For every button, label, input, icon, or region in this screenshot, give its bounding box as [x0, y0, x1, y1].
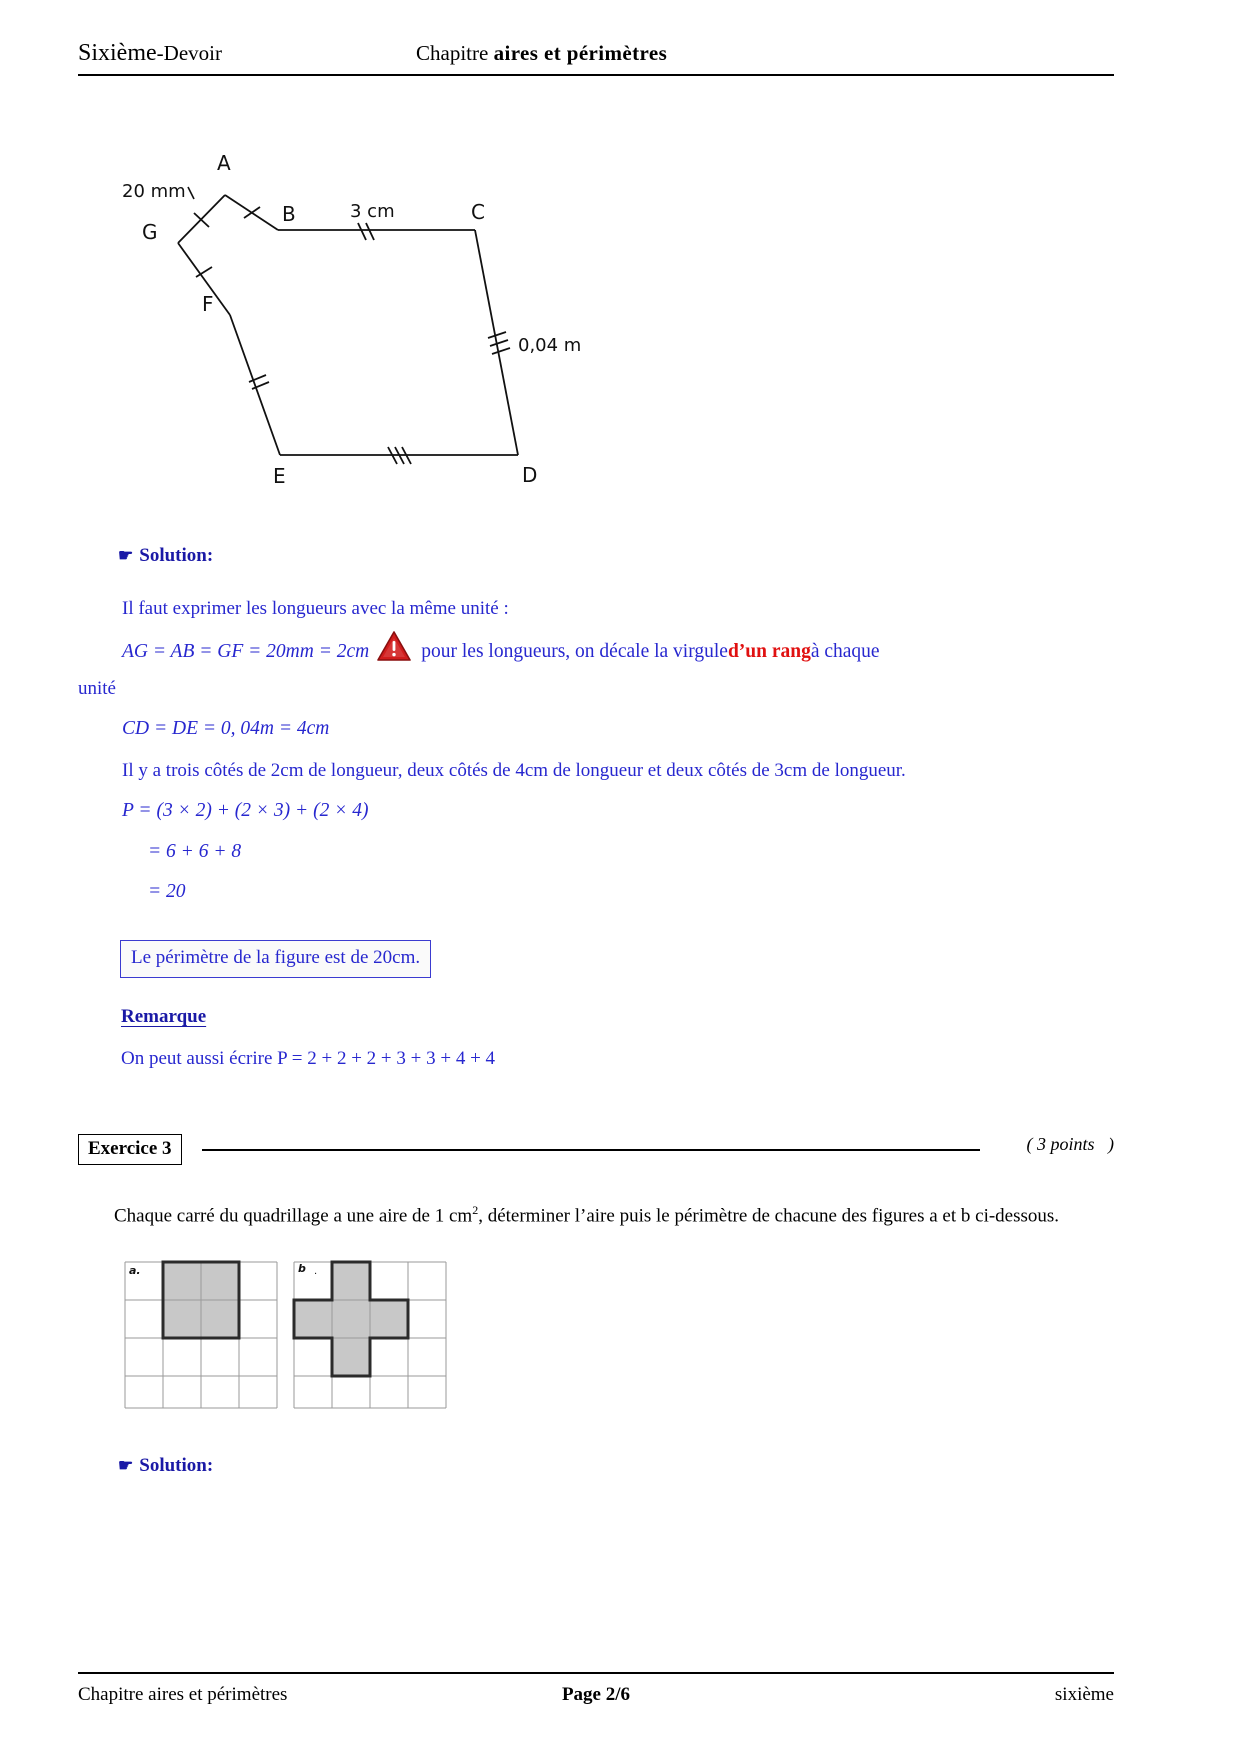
after-warning-text-2: à chaque — [810, 641, 880, 662]
figure-b-label-dot: . — [314, 1266, 318, 1277]
equation-cd: CD = DE = 0, 04m = 4cm — [122, 718, 330, 739]
tick-double-BC-1 — [358, 223, 366, 240]
length-label-3cm: 3 cm — [350, 201, 395, 222]
figure-a-label: a. — [129, 1264, 141, 1277]
after-warning-text-1: pour les longueurs, on décale la virgule — [421, 641, 728, 662]
result-box: Le périmètre de la figure est de 20cm. — [120, 940, 431, 978]
length-label-20mm: 20 mm — [122, 181, 186, 202]
segment-EF — [230, 315, 280, 455]
after-warning-red: d’un rang — [727, 641, 811, 662]
figure-b — [294, 1262, 446, 1408]
header-left — [78, 40, 408, 67]
pointing-hand-icon: ☛ — [118, 546, 134, 565]
remarque-text: On peut aussi écrire P = 2 + 2 + 2 + 3 + 3 + 4 + 4 — [121, 1048, 496, 1069]
tick-double-BC-2 — [366, 223, 374, 240]
vertex-label-A: A — [217, 151, 231, 175]
solution-label: Solution — [139, 545, 207, 566]
vertex-label-F: F — [202, 292, 214, 316]
exercice-3-statement — [78, 1188, 1114, 1238]
pointer-20mm — [188, 187, 194, 199]
header-doctype: -Devoir — [156, 41, 222, 65]
vertex-label-B: B — [282, 202, 296, 226]
vertex-label-E: E — [273, 464, 286, 488]
header-level: Sixième — [78, 40, 157, 66]
header-chapter-title: aires et périmètres — [493, 41, 668, 65]
warning-triangle-icon — [377, 631, 411, 667]
figure-b-label: b — [298, 1262, 306, 1275]
header-divider — [78, 74, 1114, 76]
figure-b-shaded-bottom — [332, 1338, 370, 1376]
tick-triple-CD-1 — [488, 332, 506, 338]
vertex-label-G: G — [142, 220, 158, 244]
tick-triple-CD-3 — [492, 348, 510, 354]
vertex-label-D: D — [522, 463, 538, 487]
solution-heading-1 — [118, 545, 213, 567]
equation-ag-line — [122, 634, 880, 670]
equation-perimeter-1: P = (3 × 2) + (2 × 3) + (2 × 4) — [122, 800, 369, 821]
grid-figures — [108, 1258, 468, 1416]
footer-divider — [78, 1672, 1114, 1674]
figure-a — [125, 1262, 277, 1408]
footer-page-number: Page 2/6 — [561, 1684, 631, 1705]
statement-part2: , déterminer l’aire puis le périmètre de chacune des figures a et b ci-dessous. — [478, 1205, 1060, 1227]
statement-superscript: 2 — [472, 1203, 479, 1217]
footer-right: sixième — [1054, 1684, 1114, 1705]
figure-b-shaded-middle — [294, 1300, 408, 1338]
length-label-004m: 0,04 m — [518, 335, 582, 356]
solution-heading-2 — [118, 1455, 213, 1477]
tick-triple-CD-2 — [490, 340, 508, 346]
figure-b-shaded-top — [332, 1262, 370, 1300]
equation-perimeter-3: = 20 — [148, 881, 186, 902]
footer-left: Chapitre aires et périmètres — [78, 1684, 288, 1705]
equation-perimeter-2: = 6 + 6 + 8 — [148, 841, 242, 862]
exercice-3-label: Exercice 3 — [78, 1134, 182, 1165]
unite-continuation: unité — [78, 678, 116, 699]
header-chapter — [408, 41, 1114, 66]
polygon-svg — [110, 135, 630, 505]
equation-ag: AG = AB = GF = 20mm = 2cm — [122, 641, 370, 662]
pointing-hand-icon-2: ☛ — [118, 1456, 134, 1475]
exercice-3-rule — [202, 1149, 980, 1151]
vertex-label-C: C — [471, 200, 485, 224]
page-header — [78, 40, 1114, 70]
header-chapter-prefix: Chapitre — [416, 41, 494, 65]
solution-colon-2: : — [206, 1455, 214, 1476]
sides-description: Il y a trois côtés de 2cm de longueur, deux côtés de 4cm de longueur et deux côtés de 3cm de longueur. — [122, 760, 906, 781]
exercice-3-points: ( 3 points ) — [1026, 1134, 1114, 1154]
solution-intro-line: Il faut exprimer les longueurs avec la même unité : — [122, 598, 509, 619]
page-footer — [78, 1684, 1114, 1706]
remarque-title: Remarque — [121, 1006, 207, 1027]
grid-figures-svg — [108, 1258, 468, 1416]
solution-label-2: Solution — [139, 1455, 207, 1476]
statement-part1: Chaque carré du quadrillage a une aire de 1 cm — [114, 1205, 473, 1227]
polygon-figure — [110, 135, 630, 505]
solution-colon: : — [206, 545, 214, 566]
exercice-3-bar — [78, 1134, 1114, 1164]
segment-CD — [475, 230, 518, 455]
